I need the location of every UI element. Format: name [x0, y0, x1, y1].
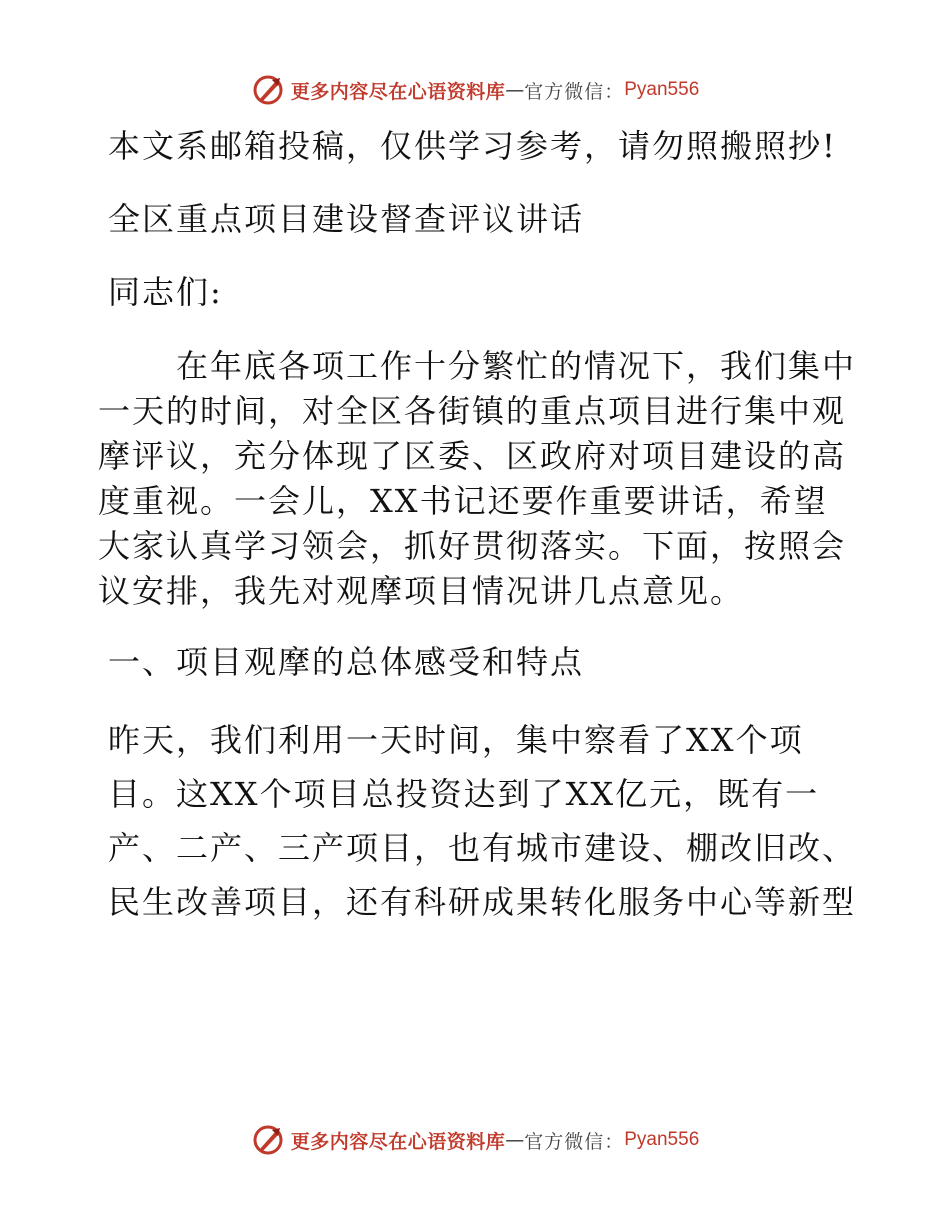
banner-wechat-label: 官方微信： — [524, 1130, 625, 1153]
document-body — [98, 124, 858, 929]
banner-brand: 更多内容尽在心语资料库 — [290, 80, 506, 103]
paragraph-section-1: 昨天，我们利用一天时间，集中察看了XX个项目。这XX个项目总投资达到了XX亿元，既有一产、二产、三产项目，也有城市建设、棚改旧改、民生改善项目，还有科研成果转化服务中心等新型 — [108, 721, 857, 921]
banner-wechat-id: Pyan556 — [624, 1129, 700, 1150]
banner-wechat-label: 官方微信： — [524, 80, 625, 103]
quill-logo-icon — [251, 1123, 285, 1157]
salutation: 同志们: — [108, 273, 223, 311]
banner-dash: — — [505, 79, 525, 101]
header-banner — [0, 72, 950, 108]
banner-dash: — — [505, 1129, 525, 1151]
banner-brand: 更多内容尽在心语资料库 — [290, 1130, 506, 1153]
notice-text: 本文系邮箱投稿，仅供学习参考，请勿照搬照抄! — [108, 127, 837, 165]
paragraph-intro: 在年底各项工作十分繁忙的情况下，我们集中一天的时间，对全区各街镇的重点项目进行集中观摩评议，充分体现了区委、区政府对项目建设的高度重视。一会儿，XX书记还要作重要讲话，希望大家认真学习领会，抓好贯彻落实。下面，按照会议安排，我先对观摩项目情况讲几点意见。 — [98, 347, 857, 610]
section-heading-1: 一、项目观摩的总体感受和特点 — [108, 643, 585, 681]
document-title: 全区重点项目建设督查评议讲话 — [108, 200, 585, 238]
footer-banner — [0, 1122, 950, 1158]
quill-logo-icon — [251, 73, 285, 107]
banner-wechat-id: Pyan556 — [624, 79, 700, 100]
